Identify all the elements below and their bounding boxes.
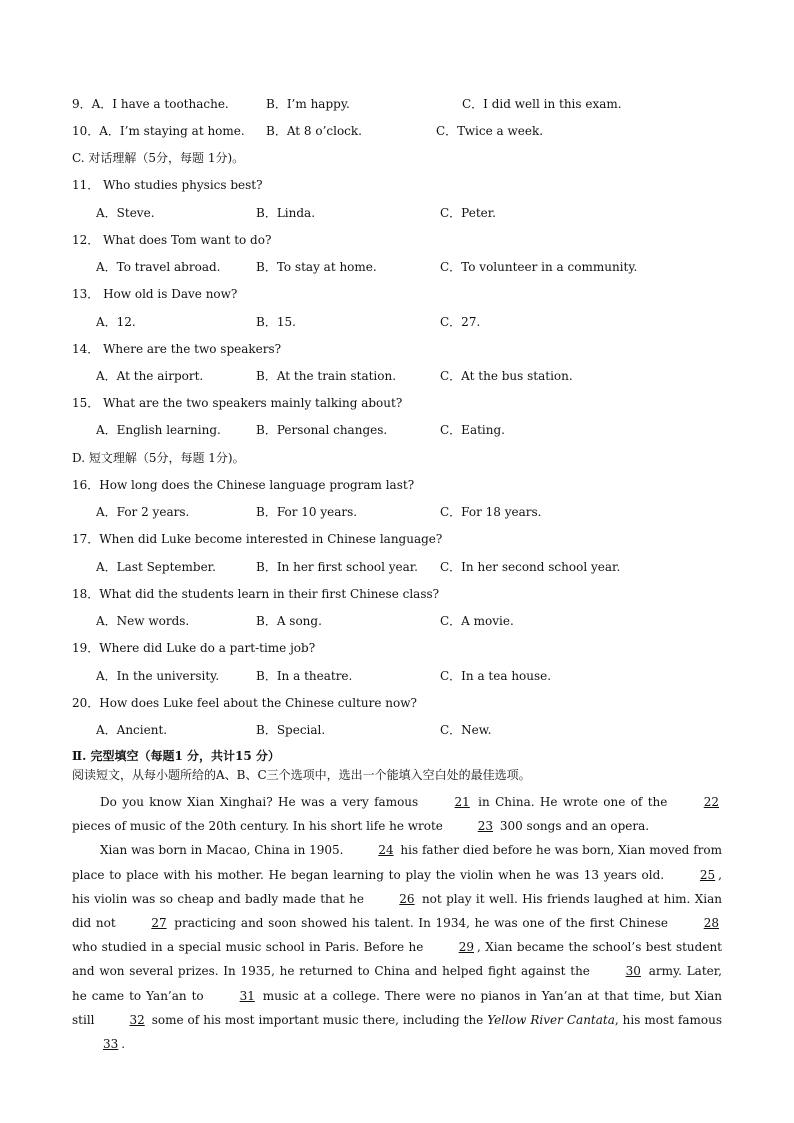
passage-paragraph-2 <box>72 838 722 1056</box>
passage-text: Do you know Xian Xinghai? He was a very famous <box>100 795 424 809</box>
passage-text: in China. He wrote one of the <box>472 795 673 809</box>
section-d-heading: D. 短文理解（5分，每题 1分)。 <box>72 451 245 465</box>
q17-option-b: B．In her first school year. <box>256 560 418 574</box>
q20-option-b: B．Special. <box>256 723 326 737</box>
q17-stem: 17．When did Luke become interested in Chinese language? <box>72 532 443 546</box>
q11-option-b: B．Linda. <box>256 206 316 220</box>
q18-option-b: B．A song. <box>256 614 322 628</box>
q14-option-b: B．At the train station. <box>256 369 397 383</box>
q20-stem: 20．How does Luke feel about the Chinese culture now? <box>72 696 417 710</box>
q19-option-c: C．In a tea house. <box>440 669 552 683</box>
q13-option-a: A．12. <box>96 315 136 329</box>
q16-option-b: B．For 10 years. <box>256 505 358 519</box>
q17-option-c: C．In her second school year. <box>440 560 621 574</box>
q12-option-a: A．To travel abroad. <box>96 260 221 274</box>
q10-option-c: C．Twice a week. <box>436 124 544 138</box>
q12-stem: 12． What does Tom want to do? <box>72 233 272 247</box>
q14-option-a: A．At the airport. <box>96 369 204 383</box>
q15-stem: 15． What are the two speakers mainly talking about? <box>72 396 403 410</box>
passage-text: , Xian became the school’s best student and won several prizes. In 1935, he returned to China and helped fight against the <box>72 940 722 979</box>
passage-text: some of his most important music there, including the <box>147 1012 488 1027</box>
q15-option-b: B．Personal changes. <box>256 423 388 437</box>
blank-21: 21 <box>454 795 470 809</box>
passage-text: Xian was born in Macao, China in 1905. <box>100 843 348 858</box>
q9-option-b: B．I’m happy. <box>266 97 350 111</box>
q16-option-a: A．For 2 years. <box>96 505 190 519</box>
blank-25: 25 <box>699 867 716 882</box>
q13-stem: 13． How old is Dave now? <box>72 287 238 301</box>
passage-text: practicing and soon showed his talent. In 1934, he was one of the first Chinese <box>169 916 673 931</box>
blank-22: 22 <box>703 795 719 809</box>
passage-text: . <box>121 1037 126 1052</box>
q9-option-a: 9．A．I have a toothache. <box>72 97 229 111</box>
section-2-title: Ⅱ. 完型填空（每题1 分，共计15 分） <box>72 749 280 763</box>
q14-option-c: C．At the bus station. <box>440 369 573 383</box>
q20-option-a: A．Ancient. <box>96 723 168 737</box>
blank-31: 31 <box>239 988 255 1003</box>
q15-option-a: A．English learning. <box>96 423 221 437</box>
q17-option-a: A．Last September. <box>96 560 216 574</box>
blank-29: 29 <box>458 940 474 955</box>
blank-32: 32 <box>129 1012 145 1027</box>
q12-option-b: B．To stay at home. <box>256 260 377 274</box>
blank-24: 24 <box>378 843 394 858</box>
q19-option-b: B．In a theatre. <box>256 669 353 683</box>
blank-30: 30 <box>625 964 641 979</box>
section-c-heading: C. 对话理解（5分，每题 1分)。 <box>72 151 245 165</box>
blank-27: 27 <box>151 916 167 931</box>
q20-option-c: C．New. <box>440 723 492 737</box>
q16-stem: 16．How long does the Chinese language program last? <box>72 478 415 492</box>
q11-option-a: A．Steve. <box>96 206 155 220</box>
q11-option-c: C．Peter. <box>440 206 496 220</box>
passage-paragraph-1 <box>72 790 722 838</box>
passage-text: army. Later, he came to Yan’an to <box>72 964 722 1003</box>
q19-stem: 19．Where did Luke do a part-time job? <box>72 641 316 655</box>
q18-stem: 18．What did the students learn in their first Chinese class? <box>72 587 440 601</box>
passage-text: who studied in a special music school in Paris. Before he <box>72 940 428 955</box>
q13-option-b: B．15. <box>256 315 296 329</box>
q18-option-c: C．A movie. <box>440 614 514 628</box>
passage-text: music at a college. There were no pianos in Yan’an at that time, but Xian still <box>72 988 722 1027</box>
passage-text: not play it well. His friends laughed at him. Xian did not <box>72 891 722 931</box>
q12-option-c: C．To volunteer in a community. <box>440 260 638 274</box>
cloze-passage <box>72 790 722 1056</box>
q16-option-c: C．For 18 years. <box>440 505 542 519</box>
q15-option-c: C．Eating. <box>440 423 505 437</box>
q11-stem: 11． Who studies physics best? <box>72 178 263 192</box>
blank-26: 26 <box>399 891 415 906</box>
blank-28: 28 <box>703 916 719 931</box>
q18-option-a: A．New words. <box>96 614 190 628</box>
passage-text: , his most famous <box>614 1012 722 1027</box>
passage-text: 300 songs and an opera. <box>496 819 650 834</box>
q14-stem: 14． Where are the two speakers? <box>72 342 282 356</box>
blank-33: 33 <box>103 1037 119 1052</box>
q13-option-c: C．27. <box>440 315 481 329</box>
q10-option-b: B．At 8 o’clock. <box>266 124 362 138</box>
passage-text: his father died before he was born, Xian moved from place to place with his mother. He began learning to play the violin when he was 13 years old. <box>72 843 722 882</box>
q10-option-a: 10．A．I’m staying at home. <box>72 124 245 138</box>
q19-option-a: A．In the university. <box>96 669 220 683</box>
q9-option-c: C．I did well in this exam. <box>462 97 622 111</box>
passage-text: pieces of music of the 20th century. In his short life he wrote <box>72 819 447 834</box>
section-2-instruction: 阅读短文，从每小题所给的A、B、C三个选项中，选出一个能填入空白处的最佳选项。 <box>72 768 531 782</box>
blank-23: 23 <box>477 819 494 834</box>
passage-text: , his violin was so cheap and badly made that he <box>72 867 722 906</box>
work-title: Yellow River Cantata <box>487 1012 615 1027</box>
